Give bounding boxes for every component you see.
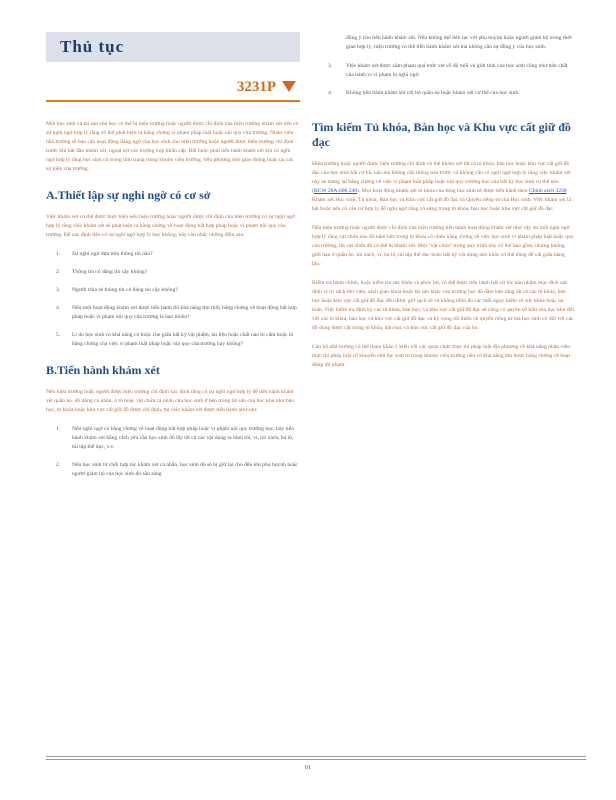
page-title: Thủ tục <box>60 37 125 56</box>
section-b-list <box>46 425 300 479</box>
right-column <box>312 34 574 380</box>
footer-divider <box>46 759 586 760</box>
list-item: 1. Sự nghi ngờ dựa trên thông tin nào? <box>56 251 153 257</box>
policy-code: 3231P <box>236 79 276 95</box>
triangle-icon <box>282 81 296 92</box>
list-item: 5. Lí do học sinh có khả năng có hoặc che giấu bất kỳ vật phẩm, tài liệu hoặc chất nào bị cấm hoặc là bằng chứng của việc vi phạm luật pháp hoặc nội quy của trường hay không? <box>56 332 293 347</box>
rcw-link[interactable]: RCW 28A.600.240 <box>313 188 358 194</box>
list-item: 2. Thông tin có đáng tin cậy không? <box>56 269 148 275</box>
section-c-paragraph-3: Kiểm tra hành chính, hoặc kiểm tra sức khỏe và phúc lợi, có thể được tiến hành bất cứ lúc nào nhằm mục đích xác định vị trí sách thư viện, sách giáo khoa hoặc tài sản khác của trường học đã đăm bảo rằng tất cả các tủ khóa, bàn học hoặc khu vực cất giữ đồ đạc đều được giữ sạch sẽ và không tiềm ẩn các mối nguy hiểm về sức khỏe hoặc an toàn. Việc kiểm tra định kỳ các tủ khóa, bàn học, và khu vực cất giữ đồ đạc sẽ cũng có quyền sở hữu của học khu đối với các tủ khóa, bàn học và khu vực cất giữ đồ đạc và kỳ vọng tối thiểu về quyền riêng tư mà học sinh có đối với các đồ dùng được cất trong tủ khóa, bàn học và khu vực cất giữ đồ đạc của họ. <box>312 280 575 331</box>
list-item: 4. Không tiến hành khám xét cởi bỏ quần áo hoặc khám xét cơ thể của học sinh. <box>328 90 520 96</box>
list-item: 3. Người chia sẻ thông tin có đáng tin cậy không? <box>56 287 178 293</box>
section-c-paragraph-4: Cán bộ nhà trường có thể tham khảo ý kiến với các quan chức thực thi pháp luật địa phương về khả năng nhân viên thực thi pháp luật cố khuyến nên lục soát tủ trong khuôn viên trường nếu có khả năng thu được bằng chứng về hoạt động tội phạm. <box>312 344 571 368</box>
left-column <box>46 32 300 488</box>
policy-code-row <box>46 72 300 102</box>
list-item: 2. Nếu học sinh từ chối hợp tác khám xét cá nhân, học sinh đó sẽ bị giữ lại cho đến khi phụ huynh hoặc người giám hộ của học sinh đó sẵn sàng <box>56 462 298 477</box>
section-b-heading: B.Tiến hành khám xét <box>46 363 160 377</box>
intro-paragraph: Một học sinh và tài sản của học có thể bị hiệu trưởng hoặc người được chỉ định của hiệu trưởng khám xét nếu có sự nghi ngờ hợp lý rằng có thể phát hiện ra bằng chứng vi phạm pháp luật hoặc nội quy của trường. Nhân viên nhà trường sẽ báo cáo hoạt động đáng ngờ của học sinh cho hiệu trưởng hoặc người được hiệu trưởng chỉ định trước khi bắt đầu khám xét, ngoại trừ các trường hợp khẩn cấp. Bất buộc phải tiến hành khám xét khi có nghi ngờ hợp lý rằng học sinh có trong tình trạng trong khuôn viên trường, trên phương tiện giao thông hoặc tại các sự kiện của trường. <box>46 121 299 172</box>
list-item: 3. Việc khám xét được xâm phạm quá mức xét về độ tuổi và giới tính của học sinh cũng như bản chất của hành vi vi phạm bị nghi ngờ. <box>328 63 568 78</box>
footer-divider <box>46 756 586 757</box>
section-c-heading: Tìm kiếm Tủ khóa, Bàn học và Khu vực cất giữ đồ đạc <box>312 120 571 149</box>
section-a-heading: A.Thiết lập sự nghi ngờ có cơ sở <box>46 188 211 202</box>
policy-3230-link[interactable]: Chính sách 3230 <box>528 188 567 194</box>
section-c-paragraph-1: Hiệu trưởng hoặc người được hiệu trưởng chỉ định có thể khám xét tất cả tủ khóa, bàn học hoặc khu vực cất giữ đồ đạc của học sinh bất cứ lúc nào mà không cần thông báo trước và không cần có nghi ngờ hợp lý rằng việc khám xét này sẽ mang lại bằng chứng về việc vi phạm luật pháp hoặc nội quy trường học của bất kỳ học sinh cụ thể nào (RCW 28A.600.240). Mọi hoạt động khám xét tủ khóa của từng học sinh sẽ được tiến hành theo Chính sách 3230 Khám xét Học sinh, Tủ khóa, Bàn học và Khu vực cất giữ đồ đạc và Quyền riêng tư của Học sinh. Việc khám xét là bắt buộc nếu có căn cứ hợp lý để nghi ngờ rằng có súng trong tủ khóa, bàn học hoặc khu vực cất giữ đồ đạc. <box>312 161 571 212</box>
section-c-paragraph-2: Nếu hiệu trưởng hoặc người được chỉ định của hiệu trưởng tiến hành hoạt động khám xét như vậy do mối nghi ngờ hợp lý rằng vật chứa nào đó nằm bên trong tủ khóa có chứa bằng chứng về việc học sinh vi phạm pháp luật hoặc quy của trường, thì vật chứa đó có thể bị khám xét. Một "vật chứa" trong quy trình này có thể bao gồm, nhưng không giới hạn ở quần áo, túi xách, ví, ba lô, túi tập thể dục hoặc bất kỳ vật dụng nào khác có thể dùng để cất giấu hàng lậu. <box>312 225 574 267</box>
section-a-paragraph: Việc khám xét có thể được thực hiện nếu hiệu trưởng hoặc người được chỉ định của hiệu trưởng có sự nghi ngờ hợp lý rằng việc khám xét sẽ phát hiện ra bằng chứng về hoạt động bất hợp pháp hoặc vi phạm nội quy của trường. Để xác định liệu có sự nghi ngờ hợp lý hay không, hãy cân nhắc những điều sau: <box>46 214 295 238</box>
right-list <box>312 62 574 98</box>
list-item: 4. Nếu một hoạt động khám xét được tiến hành thì khả năng tìm thấy bằng chứng về hoạt động bất hợp pháp hoặc vi phạm nội quy của trường là bao nhiêu? <box>56 305 297 320</box>
section-b-paragraph: Nếu hiệu trưởng hoặc người được hiệu trưởng chỉ định xác định rằng có sự nghi ngờ hợp lý để tiến hành khám xét quần áo, đồ dùng cá nhân, ô tô hoặc vật chứa cá nhân của học sinh ở bên trong tài sản của học khu như bàn học, tủ khóa hoặc khu vực cất giữ đồ được chỉ định, thì việc khám xét được tiến hành như sau: <box>46 389 294 413</box>
list-item: 1. Nếu nghi ngờ có bằng chứng về hoạt động bất hợp pháp hoặc vi phạm nội quy trường học, hãy tiến hành khám xét bằng cách yêu cầu học sinh đó lấy tất cả các vật dụng ra khỏi túi, ví, túi xách, ba lô, túi tập thể dục, v.v. <box>56 426 295 450</box>
page-number: 61 <box>305 765 311 771</box>
continued-paragraph: đồng ý cho tiến hành khám xét. Nếu không thể liên lạc với phụ huynh hoặc người giám hộ trong thời gian hợp lý, hiệu trưởng có thể tiến hành khám xét mà không cần sự đồng ý của học sinh. <box>346 35 572 50</box>
section-a-list <box>46 250 300 349</box>
title-bar <box>46 32 300 62</box>
